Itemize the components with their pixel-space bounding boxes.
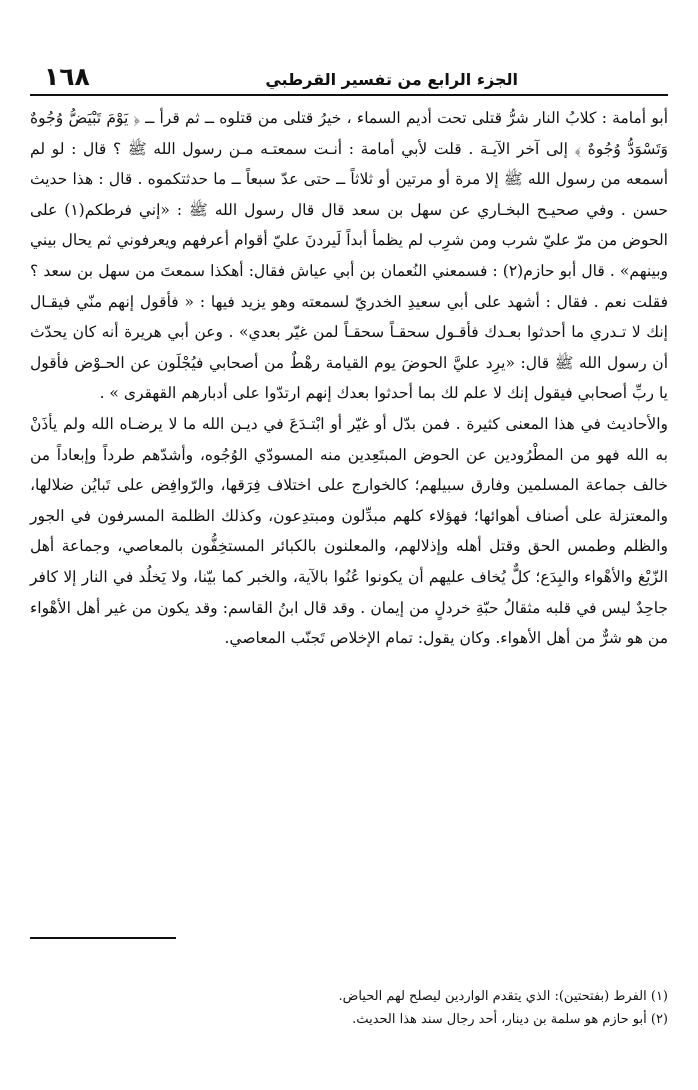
footnote-separator: [30, 937, 176, 939]
page-header: [30, 58, 668, 96]
body-paragraph: أبو أمامة : كلابُ النار شرُّ قتلى تحت أديم السماء ، خيرُ قتلى من قتلوه ــ ثم قرأ ــ ﴿ يَوْمَ تَبْيَضُّ وُجُوهٌ وَتَسْوَدُّ وُجُوهٌ ﴾ إلى آخر الآيـة . قلت لأبي أمامة : أنـت سمعتـه مـن رسول الله ﷺ ؟ قال : لو لم أسمعه من رسول الله ﷺ إلا مرة أو مرتين أو ثلاثاً ــ حتى عدّ سبعاً ــ ما حدثتكموه . قال : هذا حديث حسن . وفي صحيـح البخـاري عن سهل بن سعد قال قال رسول الله ﷺ : «إني فرطكم(١) على الحوض من مرّ عليّ شرب ومن شرِب لم يظمأ أبداً لَيردنَ عليّ أقوام أعرفهم ويعرفوني ثم يحال بيني وبينهم» . قال أبو حازم(٢) : فسمعني النُعمان بن أبي عياش فقال: أهكذا سمعتَ من سهل بن سعد ؟ فقلت نعم . فقال : أشهد على أبي سعيدِ الخدريّ لسمعته وهو يزيد فيها : « فأقول إنهم منّي فيقـال إنك لا تـدري ما أحدثوا بعـدك فأقـول سحقـاً سحقـاً لمن غيّر بعدي» . وعن أبي هريرة أنه كان يحدّث أن رسول الله ﷺ قال: «يرِد عليَّ الحوضَ يوم القيامة رهْطٌ من أصحابي فيُجْلَون عن الحـوْض فأقول يا ربِّ أصحابي فيقول إنك لا علم لك بما أحدثوا بعدك إنهم ارتدّوا على أدبارهم القهقرى » .: [30, 109, 668, 403]
footnote: (١) الفرط (بفتحتين): الذي يتقدم الواردين ليصلح لهم الحياض.: [338, 989, 668, 1004]
footnote: (٢) أبو حازم هو سلمة بن دينار، أحد رجال سند هذا الحديث.: [352, 1012, 668, 1027]
footnotes: [30, 985, 668, 1031]
body-text: [30, 103, 668, 654]
body-paragraph: والأحاديث في هذا المعنى كثيرة . فمن بدّل أو غيّر أو ابْتـدَعَ في ديـن الله ما لا يرضـاه الله ولم يأذَنْ به الله فهو من المطْرُودين عن الحوض المبتَعِدين منه المسودّي الوُجُوه، وأشدّهم طرداً وإبعاداً من خالف جماعة المسلمين وفارق سبيلهم؛ كالخوارج على اختلاف فِرَقها، والرّوافِض على تَبايُن ضلالها، والمعتزلة على أصناف أهوائها؛ فهؤلاء كلهم مبدِّلون ومبتدِعون، وكذلك الظلمة المسرفون في الجور والظلم وطمس الحق وقتل أهله وإذلالهم، والمعلنون بالكبائر المستخِفُّون بالمعاصي، وجماعة أهل الزّيْغ والأهْواء والبِدَع؛ كلٌّ يُخاف عليهم أن يكونوا عُنُوا بالآية، والخبر كما بيّنا، ولا يَخلُد في النار إلا كافر جاحِدٌ ليس في قلبه مثقالُ حبّةِ خردلٍ من إيمان . وقد قال ابنُ القاسم: وقد يكون من غير أهل الأهْواء من هو شرٌّ من أهل الأهواء. وكان يقول: تمام الإخلاص تَجنّب المعاصي.: [30, 414, 668, 648]
running-title: الجزء الرابع من تفسير القرطبي: [265, 70, 518, 89]
page-number: ١٦٨: [44, 62, 90, 91]
